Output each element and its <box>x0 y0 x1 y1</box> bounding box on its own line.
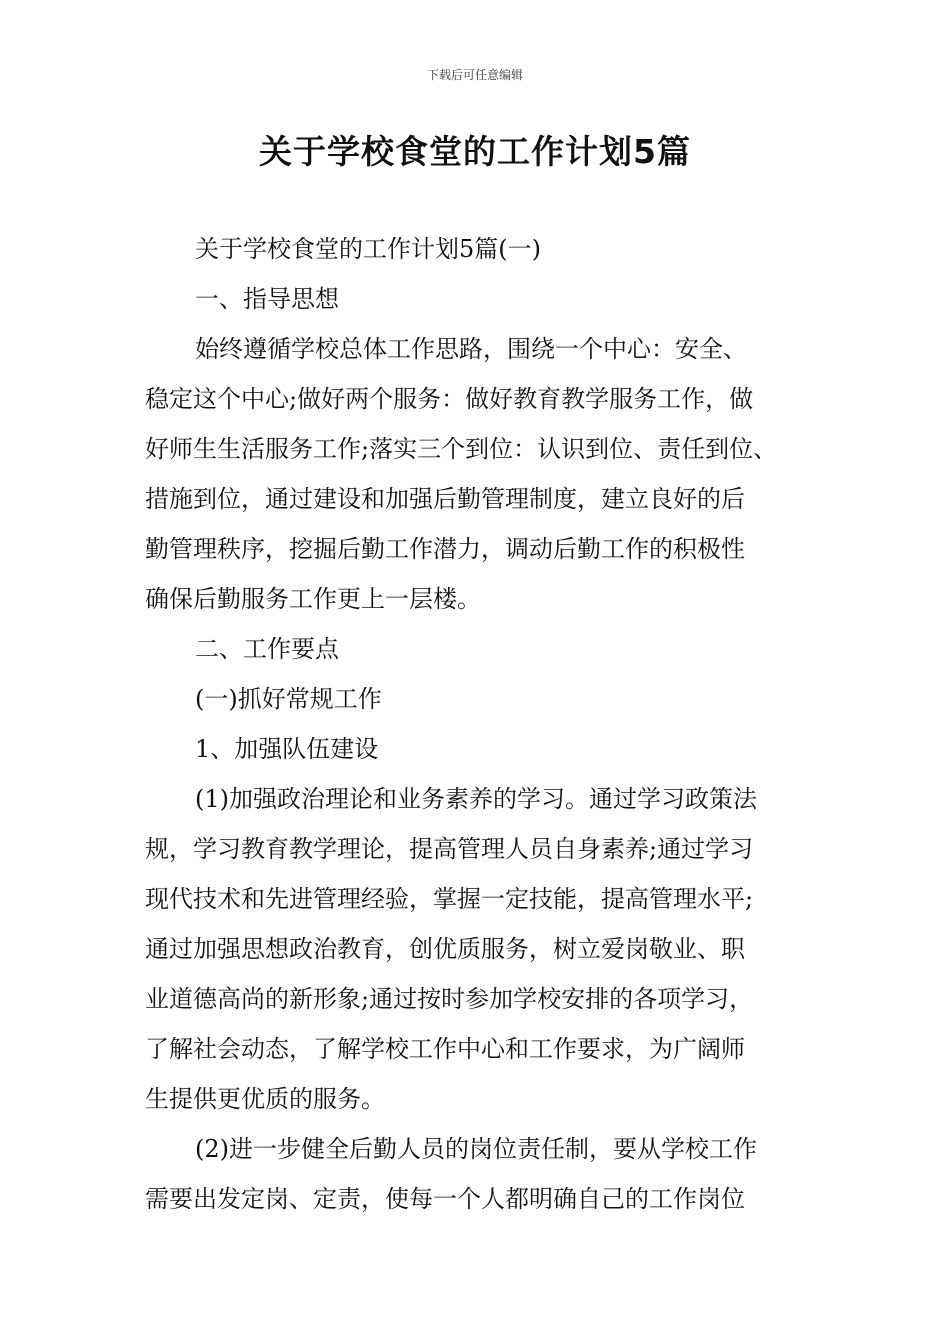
document-body <box>145 224 817 1224</box>
text-line: 勤管理秩序，挖掘后勤工作潜力，调动后勤工作的积极性 <box>145 535 745 563</box>
text-line: 一、指导思想 <box>195 285 339 313</box>
paragraph-heading-work-points <box>145 624 817 674</box>
paragraph-subtitle <box>145 224 817 274</box>
paragraph-item-2 <box>145 1124 817 1224</box>
paragraph-guiding-idea-body <box>145 324 817 624</box>
text-line: 二、工作要点 <box>195 635 339 663</box>
paragraph-heading-team-building <box>145 724 817 774</box>
paragraph-heading-guiding-idea <box>145 274 817 324</box>
text-line: (一)抓好常规工作 <box>195 685 382 713</box>
text-line: 规，学习教育教学理论，提高管理人员自身素养;通过学习 <box>145 835 754 863</box>
text-line: 关于学校食堂的工作计划5篇(一) <box>195 235 541 263</box>
text-line: 业道德高尚的新形象;通过按时参加学校安排的各项学习， <box>145 985 754 1013</box>
text-line: 始终遵循学校总体工作思路，围绕一个中心：安全、 <box>195 335 747 363</box>
text-line: 了解社会动态，了解学校工作中心和工作要求，为广阔师 <box>145 1035 745 1063</box>
text-line: (1)加强政治理论和业务素养的学习。通过学习政策法 <box>195 785 757 813</box>
paragraph-item-1 <box>145 774 817 1124</box>
text-line: (2)进一步健全后勤人员的岗位责任制，要从学校工作 <box>195 1135 757 1163</box>
document-title: 关于学校食堂的工作计划5篇 <box>259 132 691 171</box>
paragraph-heading-routine-work <box>145 674 817 724</box>
header-note: 下载后可任意编辑 <box>426 68 523 82</box>
text-line: 需要出发定岗、定责，使每一个人都明确自己的工作岗位 <box>145 1185 745 1213</box>
text-line: 好师生生活服务工作;落实三个到位：认识到位、责任到位、 <box>145 435 778 463</box>
text-line: 确保后勤服务工作更上一层楼。 <box>145 585 481 613</box>
text-line: 现代技术和先进管理经验，掌握一定技能，提高管理水平; <box>145 885 754 913</box>
text-line: 稳定这个中心;做好两个服务：做好教育教学服务工作，做 <box>145 385 754 413</box>
text-line: 措施到位，通过建设和加强后勤管理制度，建立良好的后 <box>145 485 745 513</box>
text-line: 通过加强思想政治教育，创优质服务，树立爱岗敬业、职 <box>145 935 745 963</box>
text-line: 生提供更优质的服务。 <box>145 1085 385 1113</box>
text-line: 1、加强队伍建设 <box>195 735 379 763</box>
